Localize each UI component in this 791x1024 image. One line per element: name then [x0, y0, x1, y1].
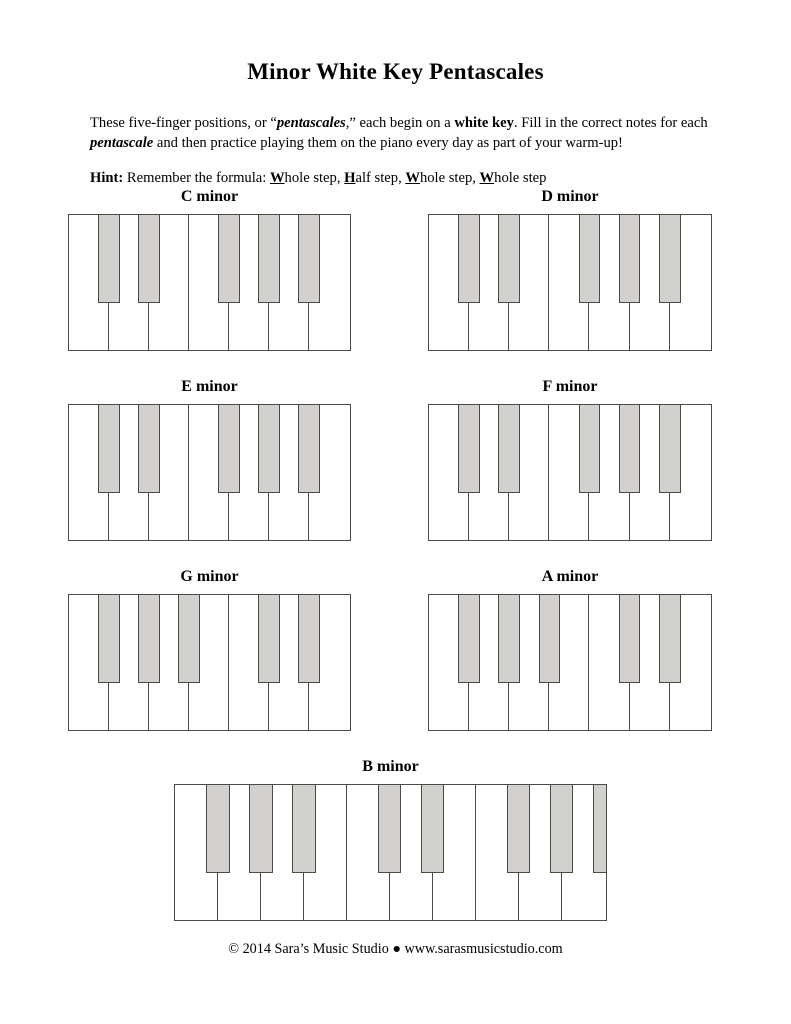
piano-keyboard[interactable]	[428, 594, 712, 731]
keyboard-block-e-minor	[68, 378, 351, 541]
hint-lead: Remember the formula:	[123, 169, 270, 186]
keyboard-block-d-minor	[428, 188, 712, 351]
black-key[interactable]	[659, 215, 681, 303]
black-key[interactable]	[593, 785, 607, 873]
piano-keyboard[interactable]	[68, 404, 351, 541]
hint-step-initial: H	[344, 169, 356, 186]
hint-step-text: alf step	[355, 169, 399, 186]
black-key[interactable]	[619, 405, 641, 493]
black-key[interactable]	[98, 595, 120, 683]
black-key[interactable]	[298, 405, 320, 493]
hint-label: Hint:	[90, 169, 124, 186]
black-key[interactable]	[579, 405, 601, 493]
hint-step-initial: W	[269, 169, 285, 186]
hint-formula-steps	[270, 170, 546, 186]
piano-keyboard[interactable]	[428, 404, 712, 541]
black-key[interactable]	[458, 595, 480, 683]
piano-keyboard[interactable]	[68, 214, 351, 351]
black-key[interactable]	[98, 215, 120, 303]
black-key[interactable]	[421, 785, 444, 873]
piano-keyboard[interactable]	[428, 214, 712, 351]
intro-term-pentascales: pentascales	[276, 114, 346, 131]
intro-part4: and then practice playing them on the piano every day as part of your warm-up!	[153, 135, 623, 152]
page-title: Minor White Key Pentascales	[247, 59, 544, 85]
hint-step-text: hole step	[494, 169, 547, 186]
black-key[interactable]	[178, 595, 200, 683]
hint-separator: ,	[398, 169, 406, 186]
keyboard-block-b-minor	[174, 758, 607, 921]
hint-paragraph	[90, 168, 730, 188]
black-key[interactable]	[258, 215, 280, 303]
intro-part2: ,” each begin on a	[345, 114, 455, 131]
piano-keyboard[interactable]	[68, 594, 351, 731]
black-key[interactable]	[378, 785, 401, 873]
hint-separator: ,	[472, 169, 480, 186]
hint-step-text: hole step	[284, 169, 337, 186]
black-key[interactable]	[298, 215, 320, 303]
black-key[interactable]	[550, 785, 573, 873]
hint-step-initial: W	[479, 169, 495, 186]
black-key[interactable]	[498, 405, 520, 493]
black-key[interactable]	[249, 785, 272, 873]
intro-bold-white-key: white key	[454, 114, 514, 131]
black-key[interactable]	[458, 405, 480, 493]
keyboard-label: F minor	[542, 378, 598, 395]
black-key[interactable]	[206, 785, 229, 873]
keyboard-block-c-minor	[68, 188, 351, 351]
black-key[interactable]	[619, 215, 641, 303]
keyboard-block-f-minor	[428, 378, 712, 541]
black-key[interactable]	[659, 405, 681, 493]
black-key[interactable]	[218, 405, 240, 493]
keyboard-label: B minor	[362, 758, 419, 775]
black-key[interactable]	[498, 215, 520, 303]
keyboard-label: E minor	[181, 378, 238, 395]
keyboard-block-g-minor	[68, 568, 351, 731]
black-key[interactable]	[298, 595, 320, 683]
black-key[interactable]	[98, 405, 120, 493]
keyboard-block-a-minor	[428, 568, 712, 731]
hint-step-initial: W	[405, 169, 420, 186]
black-key[interactable]	[539, 595, 561, 683]
black-key[interactable]	[258, 595, 280, 683]
black-key[interactable]	[138, 595, 160, 683]
intro-term-pentascale: pentascale	[90, 135, 154, 152]
black-key[interactable]	[659, 595, 681, 683]
black-key[interactable]	[619, 595, 641, 683]
black-key[interactable]	[579, 215, 601, 303]
black-key[interactable]	[507, 785, 530, 873]
piano-keyboard[interactable]	[174, 784, 607, 921]
black-key[interactable]	[138, 405, 160, 493]
black-key[interactable]	[292, 785, 315, 873]
keyboard-label: G minor	[180, 568, 239, 585]
black-key[interactable]	[498, 595, 520, 683]
intro-paragraph	[90, 113, 710, 154]
intro-part1: These five-finger positions, or “	[90, 114, 277, 131]
black-key[interactable]	[218, 215, 240, 303]
black-key[interactable]	[458, 215, 480, 303]
black-key[interactable]	[138, 215, 160, 303]
hint-separator: ,	[336, 169, 345, 186]
hint-step-text: hole step	[419, 169, 473, 186]
footer-credit: © 2014 Sara’s Music Studio ● www.sarasmusicstudio.com	[228, 941, 563, 957]
keyboard-label: C minor	[180, 188, 239, 205]
black-key[interactable]	[258, 405, 280, 493]
keyboard-label: A minor	[541, 568, 599, 585]
intro-part3: . Fill in the correct notes for each	[513, 114, 708, 131]
keyboard-label: D minor	[541, 188, 599, 205]
